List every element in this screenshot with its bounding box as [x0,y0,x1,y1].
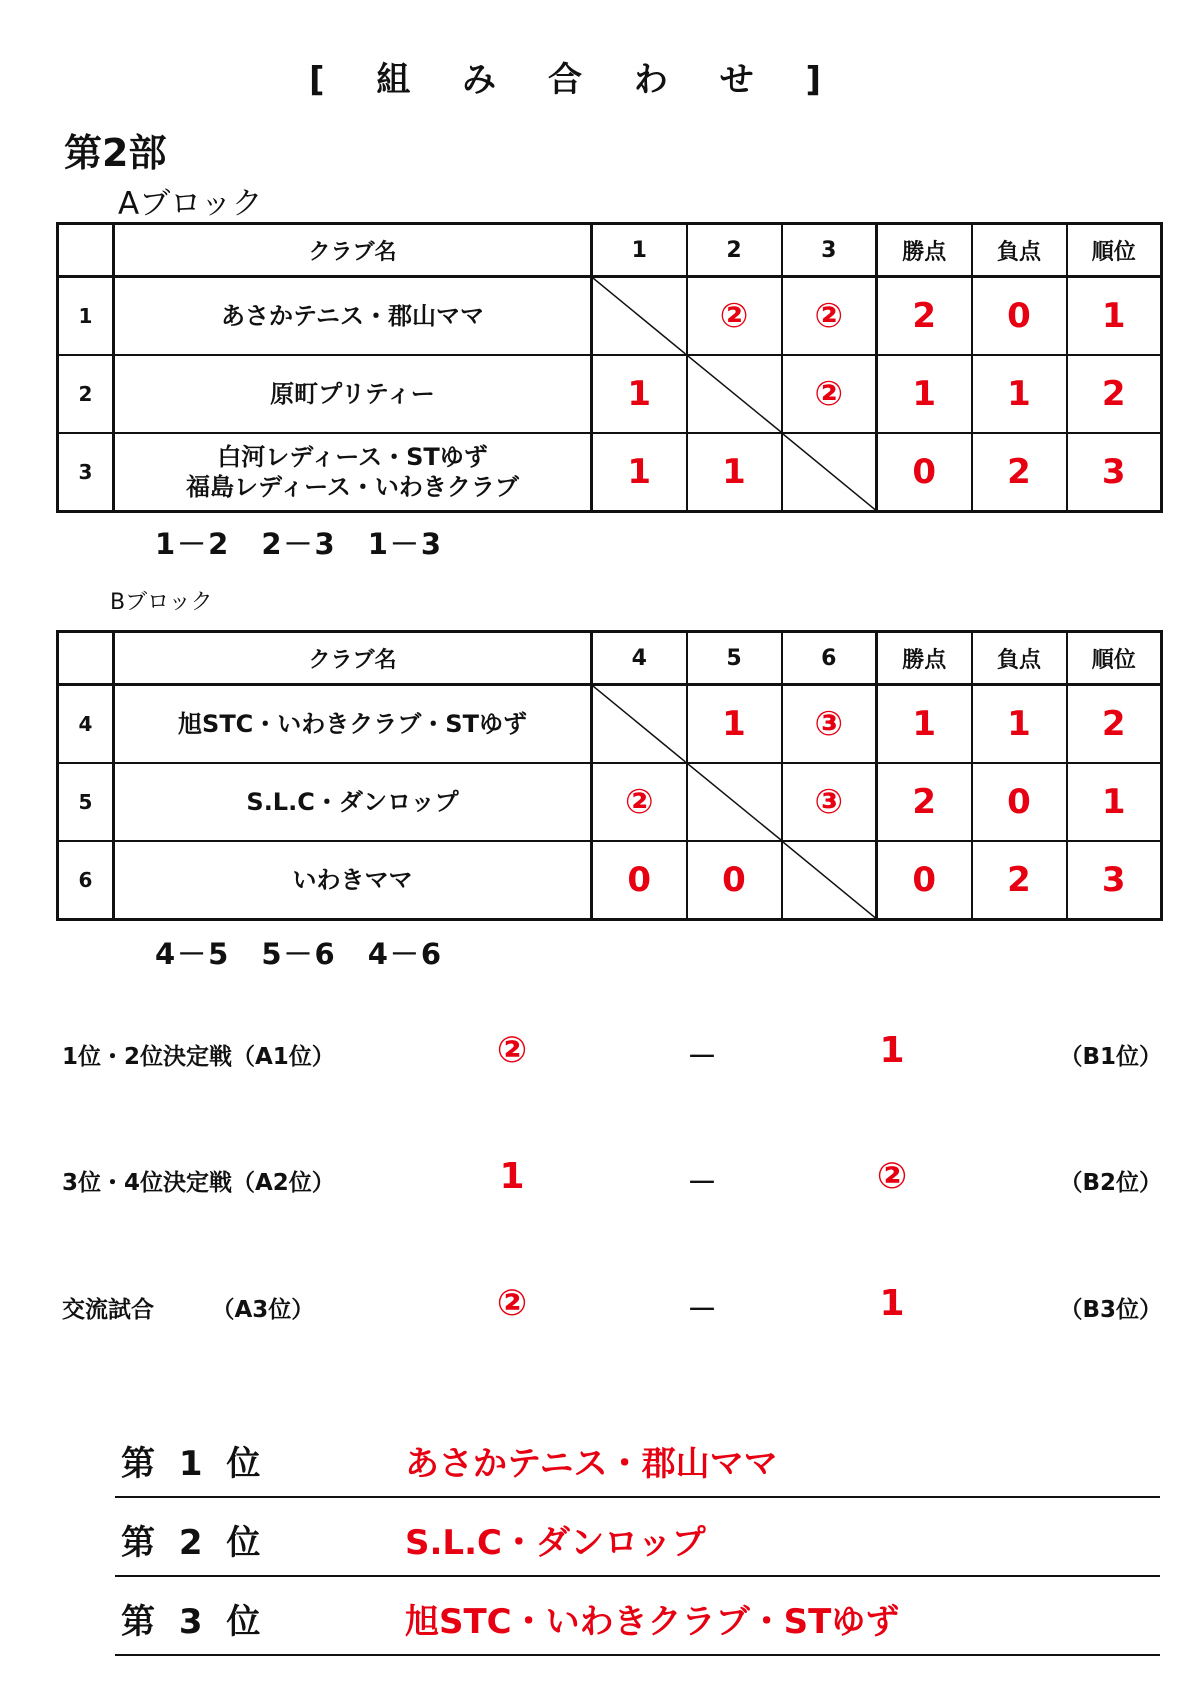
loss-points-cell: 1 [972,355,1067,433]
final-rank-club: あさかテニス・郡山ママ [405,1444,778,1484]
club-name [114,355,592,433]
loss-points-cell: 2 [972,433,1067,512]
row-number: 2 [58,355,114,433]
row-number: 4 [58,685,114,764]
playoff-match-row [62,1030,1162,1078]
win-points-cell: 0 [877,433,972,512]
final-rank-label: 第 1 位 [121,1444,267,1484]
playoff-score-left: 1 [499,1156,525,1197]
win-points-cell: 2 [877,763,972,841]
score-cell: 1 [592,355,687,433]
row-number: 1 [58,277,114,356]
playoff-opponent-label: （B1位） [1059,1044,1162,1070]
loss-points-cell: 0 [972,763,1067,841]
rank-cell: 3 [1067,841,1162,920]
table-row [58,841,1162,920]
final-rank-row [115,1576,1160,1656]
score-cell: 0 [592,841,687,920]
loss-points-cell: 0 [972,277,1067,356]
score-cell: 1 [592,433,687,512]
playoff-score-right: 1 [879,1283,905,1324]
header-opponent-6: 6 [782,632,877,685]
win-points-cell: 2 [877,277,972,356]
loss-points-cell: 2 [972,841,1067,920]
playoff-match-label: 3位・4位決定戦（A2位） [62,1170,335,1196]
row-number: 6 [58,841,114,920]
rank-cell: 3 [1067,433,1162,512]
playoff-match-label: 交流試合 （A3位） [62,1297,315,1323]
block-b-label: Bブロック [110,590,213,615]
club-name-line: いわきママ [292,866,413,894]
score-cell: 1 [687,685,782,764]
playoff-score-left: ② [496,1283,528,1324]
header-rank: 順位 [1067,632,1162,685]
playoff-dash: － [687,1040,717,1075]
club-name [114,841,592,920]
header-win-points: 勝点 [877,224,972,277]
playoff-match-row [62,1156,1162,1204]
final-rank-club: S.L.C・ダンロップ [405,1523,706,1563]
block-b-match-order: 4－5 5－6 4－6 [155,937,444,971]
playoff-score-right: ② [876,1156,908,1197]
row-number: 5 [58,763,114,841]
win-points-cell: 1 [877,355,972,433]
block-a-header-row [58,224,1162,277]
final-rank-row [115,1418,1160,1498]
table-row [58,355,1162,433]
header-opponent-4: 4 [592,632,687,685]
playoff-dash: － [687,1293,717,1328]
playoff-match-label: 1位・2位決定戦（A1位） [62,1044,335,1070]
score-cell: ② [687,277,782,356]
score-cell: ② [782,355,877,433]
playoff-score-left: ② [496,1030,528,1071]
club-name-line: 福島レディース・いわきクラブ [186,473,519,501]
block-a-table [56,222,1163,513]
club-name-line: 旭STC・いわきクラブ・STゆず [178,710,527,738]
score-cell: ③ [782,763,877,841]
playoff-opponent-label: （B2位） [1059,1170,1162,1196]
table-row [58,685,1162,764]
self-match-cell [687,355,782,433]
page-title: [ 組 み 合 わ せ ] [308,60,842,100]
self-match-cell [592,277,687,356]
rank-cell: 1 [1067,277,1162,356]
rank-cell: 2 [1067,355,1162,433]
header-rank: 順位 [1067,224,1162,277]
score-cell: ② [592,763,687,841]
diagonal-line [688,764,781,840]
playoff-score-right: 1 [879,1030,905,1071]
final-rank-row [115,1497,1160,1577]
header-opponent-2: 2 [687,224,782,277]
final-rank-label: 第 2 位 [121,1523,267,1563]
table-row [58,277,1162,356]
playoff-dash: － [687,1166,717,1201]
score-cell: 1 [687,433,782,512]
header-win-points: 勝点 [877,632,972,685]
rank-cell: 1 [1067,763,1162,841]
score-cell: ② [782,277,877,356]
playoff-match-row [62,1283,1162,1331]
block-a-label: Aブロック [118,186,263,222]
diagonal-line [688,356,781,432]
header-opponent-3: 3 [782,224,877,277]
club-name [114,685,592,764]
header-club: クラブ名 [114,224,592,277]
diagonal-line [783,842,876,918]
club-name [114,433,592,512]
win-points-cell: 0 [877,841,972,920]
self-match-cell [782,841,877,920]
block-b-header-row [58,632,1162,685]
club-name [114,277,592,356]
rank-cell: 2 [1067,685,1162,764]
playoff-opponent-label: （B3位） [1059,1297,1162,1323]
self-match-cell [782,433,877,512]
diagonal-line [783,434,876,510]
diagonal-line [593,278,686,354]
self-match-cell [687,763,782,841]
header-loss-points: 負点 [972,224,1067,277]
club-name-line: 原町プリティー [270,380,435,408]
row-number: 3 [58,433,114,512]
header-club: クラブ名 [114,632,592,685]
final-rank-club: 旭STC・いわきクラブ・STゆず [405,1602,900,1642]
loss-points-cell: 1 [972,685,1067,764]
score-cell: ③ [782,685,877,764]
header-loss-points: 負点 [972,632,1067,685]
header-opponent-5: 5 [687,632,782,685]
diagonal-line [593,686,686,762]
block-a-match-order: 1－2 2－3 1－3 [155,527,444,561]
self-match-cell [592,685,687,764]
header-num [58,632,114,685]
win-points-cell: 1 [877,685,972,764]
table-row [58,763,1162,841]
table-row [58,433,1162,512]
division-heading: 第2部 [64,131,167,175]
club-name [114,763,592,841]
club-name-line: 白河レディース・STゆず [217,443,488,471]
club-name-line: S.L.C・ダンロップ [246,788,459,816]
score-cell: 0 [687,841,782,920]
club-name-line: あさかテニス・郡山ママ [220,302,485,330]
header-opponent-1: 1 [592,224,687,277]
block-b-table [56,630,1163,921]
header-num [58,224,114,277]
final-rank-label: 第 3 位 [121,1602,267,1642]
